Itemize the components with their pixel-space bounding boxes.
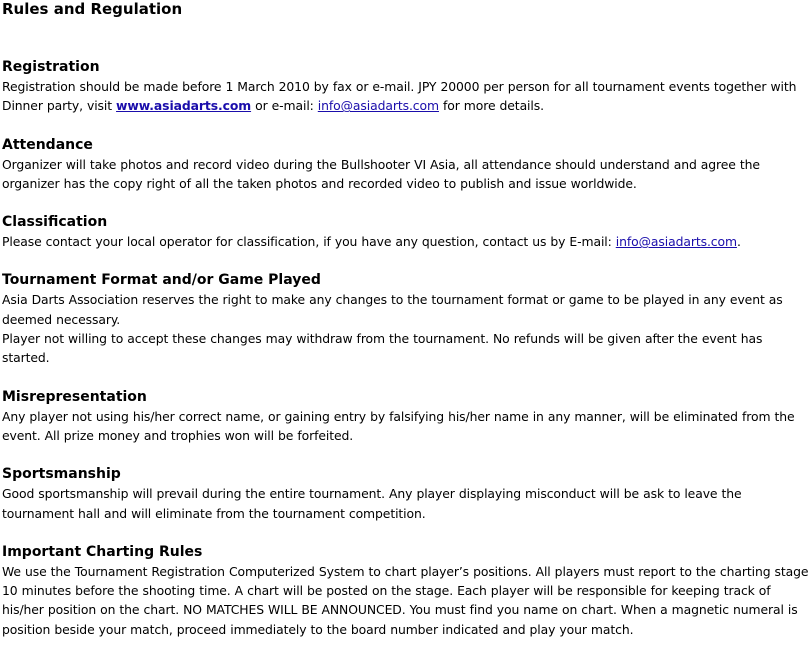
- format-heading: Tournament Format and/or Game Played: [2, 272, 321, 289]
- registration-heading: Registration: [2, 59, 100, 75]
- registration-text-between: or e-mail:: [251, 98, 318, 114]
- sportsmanship-heading: Sportsmanship: [2, 466, 121, 483]
- section-tournament-format: [2, 271, 810, 367]
- charting-heading: Important Charting Rules: [2, 543, 203, 560]
- page-title: Rules and Regulation: [2, 0, 183, 18]
- charting-text: We use the Tournament Registration Computerized System to chart player’s positions. All players must report to the charting stage 10 minutes before the shooting time. A chart will be posted on the stage. Each player will be responsible for keeping track of his/her position on the chart. NO MATCHES WILL BE ANNOUNCED. You must find you name on chart. When a magnetic numeral is position beside your match, proceed immediately to the board number indicated and play your match.: [2, 563, 809, 637]
- section-registration: [2, 58, 810, 116]
- classification-heading: Classification: [2, 214, 108, 231]
- classification-text: [2, 232, 810, 251]
- section-attendance: [2, 136, 810, 194]
- format-paragraph-1: Asia Darts Association reserves the right to make any changes to the tournament format or game to be played in any event as deemed necessary.: [2, 292, 783, 327]
- attendance-heading: Attendance: [2, 136, 93, 153]
- misrepresentation-text: Any player not using his/her correct name, or gaining entry by falsifying his/her name in any manner, will be eliminated from the event. All prize money and trophies won will be forfeited.: [2, 408, 795, 443]
- registration-text: [2, 77, 810, 116]
- attendance-text: Organizer will take photos and record video during the Bullshooter VI Asia, all attendance should understand and agree the organizer has the copy right of all the taken photos and recorded video to publish and issue worldwide.: [2, 156, 760, 191]
- classification-email-link[interactable]: info@asiadarts.com: [615, 234, 737, 250]
- section-charting-rules: [2, 543, 810, 639]
- sportsmanship-text: Good sportsmanship will prevail during the entire tournament. Any player displaying misconduct will be ask to leave the tournament hall and will eliminate from the tournament competition.: [2, 486, 742, 521]
- section-classification: [2, 213, 810, 251]
- section-sportsmanship: [2, 465, 810, 523]
- classification-text-before: Please contact your local operator for classification, if you have any question, contact us by E-mail:: [2, 234, 616, 250]
- rules-sections: [2, 58, 810, 639]
- misrepresentation-heading: Misrepresentation: [2, 388, 147, 405]
- registration-text-before-site: Registration should be made before 1 March 2010 by fax or e-mail. JPY 20000 per person for all tournament events together with Dinner party, visit: [2, 79, 797, 114]
- registration-text-after: for more details.: [438, 98, 544, 114]
- website-link[interactable]: www.asiadarts.com: [116, 98, 252, 114]
- registration-email-link[interactable]: info@asiadarts.com: [317, 98, 439, 114]
- section-misrepresentation: [2, 388, 810, 446]
- format-paragraph-2: Player not willing to accept these changes may withdraw from the tournament. No refunds will be given after the event has started.: [2, 331, 763, 366]
- classification-text-after: .: [736, 234, 741, 250]
